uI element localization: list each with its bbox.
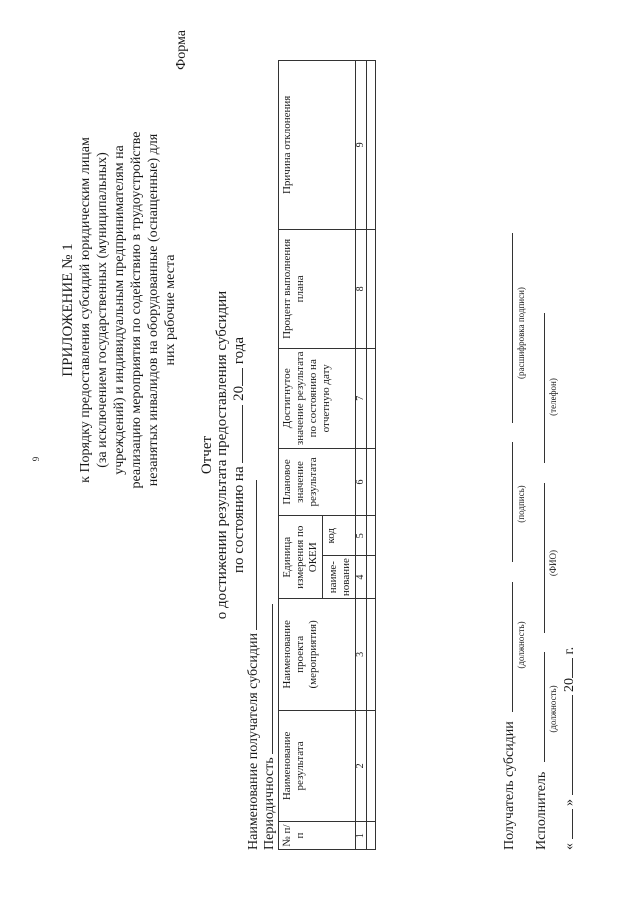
header-project-name: Наименование проекта (мероприятия) <box>279 599 356 711</box>
executor-position-caption: (должность) <box>548 685 558 733</box>
col-number: 4 <box>356 556 367 599</box>
report-title-block <box>200 220 247 690</box>
col-number: 2 <box>356 710 367 822</box>
header-result-name: Наименование результата <box>279 710 356 822</box>
position-caption: (должность) <box>516 621 526 669</box>
table-cell[interactable] <box>367 448 376 516</box>
header-unit-name: наиме-нование <box>323 556 356 599</box>
executor-label: Исполнитель <box>534 771 549 850</box>
executor-position-blank[interactable] <box>532 652 545 762</box>
table-cell[interactable] <box>367 710 376 822</box>
periodicity-field <box>260 604 278 850</box>
executor-phone-blank[interactable] <box>532 313 545 463</box>
date-line <box>560 647 578 850</box>
recipient-label: Наименование получателя субсидии <box>246 633 261 850</box>
report-title: Отчет <box>199 435 215 475</box>
appendix-line: (за исключением государственных (муниципальных) <box>95 152 110 468</box>
appendix-line: учреждений) и индивидуальным предпринимателям на <box>112 145 127 475</box>
col-number: 1 <box>356 822 367 850</box>
report-date-suffix: года <box>231 336 247 365</box>
decoding-caption: (расшифровка подписи) <box>516 287 526 379</box>
executor-fio-blank[interactable] <box>532 483 545 633</box>
recipient-signature-label: Получатель субсидии <box>502 721 517 850</box>
table-cell[interactable] <box>367 599 376 711</box>
col-number: 5 <box>356 516 367 556</box>
signature-caption: (подпись) <box>516 485 526 523</box>
date-day-blank[interactable] <box>560 810 573 840</box>
report-date-blank[interactable] <box>230 405 243 463</box>
recipient-decoding-blank[interactable] <box>500 233 513 423</box>
col-number: 6 <box>356 448 367 516</box>
date-open-quote: « <box>562 843 577 850</box>
form-label: Форма <box>174 30 189 70</box>
table-cell[interactable] <box>367 348 376 448</box>
report-year-prefix: 20 <box>231 385 247 401</box>
report-year-blank[interactable] <box>230 368 243 386</box>
date-suffix: г. <box>562 646 577 655</box>
recipient-blank[interactable] <box>244 480 257 630</box>
col-number: 7 <box>356 348 367 448</box>
table-header-row <box>279 61 323 850</box>
appendix-line: к Порядку предоставления субсидий юридическим лицам <box>78 137 93 483</box>
table-cell[interactable] <box>367 556 376 599</box>
header-planned: Плановое значение результата <box>279 448 356 516</box>
col-number: 9 <box>356 61 367 230</box>
date-close-quote: » <box>562 799 577 806</box>
table-number-row <box>356 61 367 850</box>
periodicity-label: Периодичность <box>262 757 277 850</box>
appendix-title: ПРИЛОЖЕНИЕ № 1 <box>60 243 76 377</box>
table-row <box>367 61 376 850</box>
table-cell[interactable] <box>367 61 376 230</box>
document-sheet <box>60 30 580 880</box>
col-number: 8 <box>356 229 367 348</box>
col-number: 3 <box>356 599 367 711</box>
header-unit-code: код <box>323 516 356 556</box>
report-subtitle: о достижении результата предоставления субсидии <box>214 290 230 620</box>
appendix-line: реализацию мероприятия по содействию в трудоустройстве <box>129 131 144 489</box>
header-no: № п/п <box>279 822 356 850</box>
appendix-block <box>60 30 179 590</box>
report-date-prefix: по состоянию на <box>231 466 247 574</box>
header-percent: Процент выполнения плана <box>279 229 356 348</box>
fio-caption: (ФИО) <box>548 549 558 577</box>
recipient-signature-blank[interactable] <box>500 442 513 562</box>
recipient-position-blank[interactable] <box>500 582 513 712</box>
header-reason: Причина отклонения <box>279 61 356 230</box>
table-cell[interactable] <box>367 822 376 850</box>
table-cell[interactable] <box>367 229 376 348</box>
report-table <box>278 60 376 850</box>
phone-caption: (телефон) <box>548 378 558 416</box>
date-month-blank[interactable] <box>560 696 573 796</box>
header-achieved: Достигнутое значение результата по состоянию на отчетную дату <box>279 348 356 448</box>
date-year-prefix: 20 <box>562 678 577 692</box>
header-unit: Единица измерения по ОКЕИ <box>279 516 323 599</box>
date-year-blank[interactable] <box>560 658 573 678</box>
appendix-line: незанятых инвалидов на оборудованные (оснащенные) для <box>146 133 161 487</box>
page-number: 9 <box>31 456 41 462</box>
periodicity-blank[interactable] <box>260 604 273 754</box>
table-cell[interactable] <box>367 516 376 556</box>
appendix-line: них рабочие места <box>163 254 178 366</box>
